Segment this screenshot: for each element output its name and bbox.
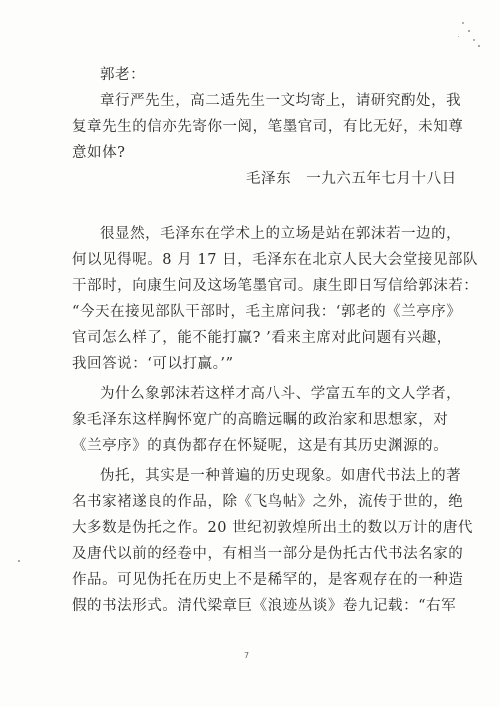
- scan-speck: [468, 30, 470, 32]
- paragraph-1-line-5: 官司怎么样了，能不能打赢? ’看来主席对此问题有兴趣，: [72, 330, 452, 346]
- paragraph-3-line-2: 名书家褚遂良的作品，除《飞鸟帖》之外，流传于世的，绝: [72, 494, 464, 510]
- letter-body-line-1: 章行严先生，高二适先生一文均寄上，请研究酌处，我: [100, 93, 462, 109]
- scan-speck: [458, 36, 459, 37]
- paragraph-1-line-1: 很显然，毛泽东在学术上的立场是站在郭沫若一边的，: [100, 226, 462, 242]
- letter-body-line-2: 复章先生的信亦先寄你一阅，笔墨官司，有比无好，未知尊: [72, 119, 464, 135]
- scan-speck: [462, 22, 464, 24]
- paragraph-1-line-2: 何以见得呢。8 月 17 日，毛泽东在北京人民大会堂接见部队: [72, 252, 479, 268]
- paragraph-2-line-2: 象毛泽东这样胸怀宽广的高瞻远瞩的政治家和思想家，对: [72, 412, 449, 428]
- paragraph-1-line-4: “今天在接见部队干部时，毛主席问我：‘郭老的《兰亭序》: [72, 304, 462, 320]
- paragraph-1-line-3: 干部时，向康生问及这场笔墨官司。康生即日写信给郭沫若：: [72, 278, 479, 294]
- scan-speck: [18, 560, 20, 562]
- page-number: 7: [244, 651, 250, 660]
- scan-speck: [473, 39, 475, 41]
- paragraph-1-line-6: 我回答说：‘可以打赢。’”: [72, 356, 234, 372]
- scan-speck: [478, 45, 480, 47]
- paragraph-3-line-5: 作品。可见伪托在历史上不是稀罕的，是客观存在的一种造: [72, 572, 464, 588]
- paragraph-3-line-3: 大多数是伪托之作。20 世纪初敦煌所出土的数以万计的唐代: [72, 520, 473, 536]
- letter-signature: 毛泽东 一九六五年七月十八日: [246, 171, 457, 187]
- letter-salutation: 郭老：: [100, 67, 146, 83]
- paragraph-3-line-1: 伪托，其实是一种普遍的历史现象。如唐代书法上的著: [100, 468, 462, 484]
- paragraph-2-line-3: 《兰亭序》的真伪都存在怀疑呢，这是有其历史渊源的。: [72, 438, 449, 454]
- paragraph-3-line-6: 假的书法形式。清代梁章巨《浪迹丛谈》卷九记载：“右军: [72, 598, 457, 614]
- paragraph-2-line-1: 为什么象郭沫若这样才高八斗、学富五车的文人学者，: [100, 386, 462, 402]
- letter-body-line-3: 意如体?: [72, 145, 126, 161]
- paragraph-3-line-4: 及唐代以前的经卷中，有相当一部分是伪托古代书法名家的: [72, 546, 464, 562]
